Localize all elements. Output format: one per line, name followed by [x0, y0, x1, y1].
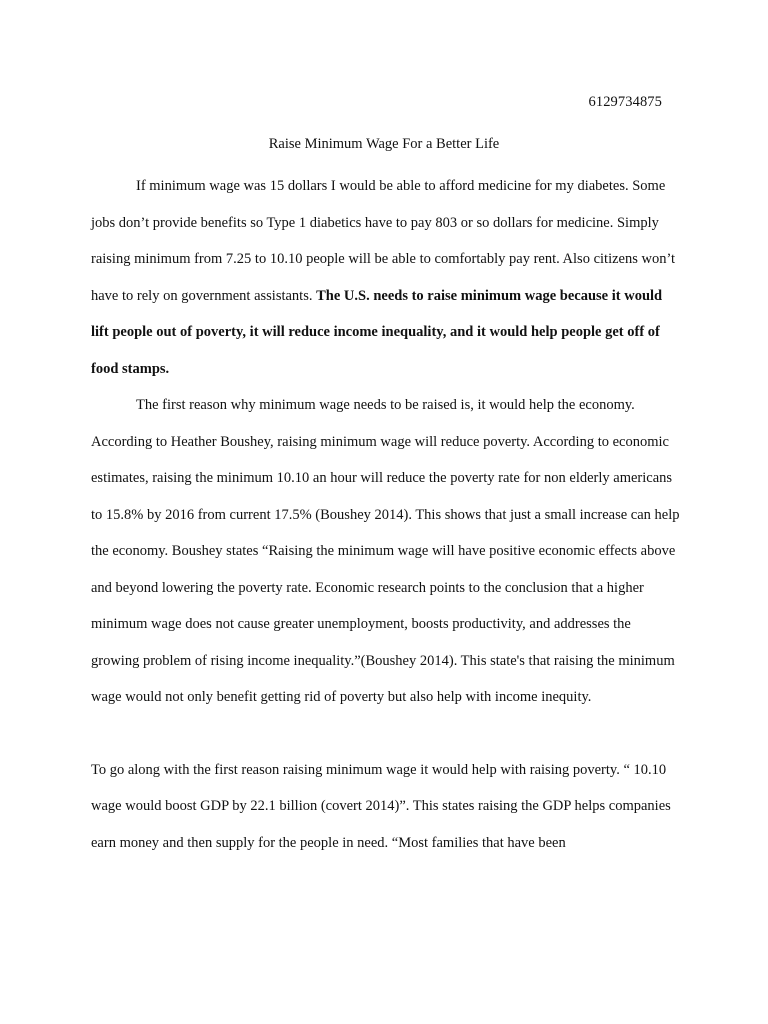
paragraph-gap [91, 716, 681, 752]
body-paragraph-1: The first reason why minimum wage needs to be raised is, it would help the economy. According to Heather Boushey, raising minimum wage will reduce poverty. According to economic estimates, raising the minimum 10.10 an hour will reduce the poverty rate for non elderly americans to 15.8% by 2016 from current 17.5% (Boushey 2014). This shows that just a small increase can help the economy. Boushey states “Raising the minimum wage will have positive economic effects above and beyond lowering the poverty rate. Economic research points to the conclusion that a higher minimum wage does not cause greater unemployment, boosts productivity, and addresses the growing problem of rising income inequality.”(Boushey 2014). This state's that raising the minimum wage would not only benefit getting rid of poverty but also help with income inequity. [91, 397, 680, 705]
essay-body [91, 168, 681, 861]
thesis-statement: The U.S. needs to raise minimum wage because it would lift people out of poverty, it will reduce income inequality, and it would help people get off of food stamps. [91, 287, 663, 377]
body-paragraph-2: To go along with the first reason raising minimum wage it would help with raising poverty. “ 10.10 wage would boost GDP by 22.1 billion (covert 2014)”. This states raising the GDP helps companies earn money and then supply for the people in need. “Most families that have been [91, 761, 671, 851]
essay-title: Raise Minimum Wage For a Better Life [268, 136, 500, 152]
header-number: 6129734875 [588, 94, 662, 110]
intro-paragraph [91, 168, 681, 387]
intro-text: If minimum wage was 15 dollars I would be able to afford medicine for my diabetes. Some jobs don’t provide benefits so Type 1 diabetics have to pay 803 or so dollars for medicine. Simply raising minimum from 7.25 to 10.10 people will be able to comfortably pay rent. Also citizens won’t have to rely on government assistants. [91, 178, 676, 304]
